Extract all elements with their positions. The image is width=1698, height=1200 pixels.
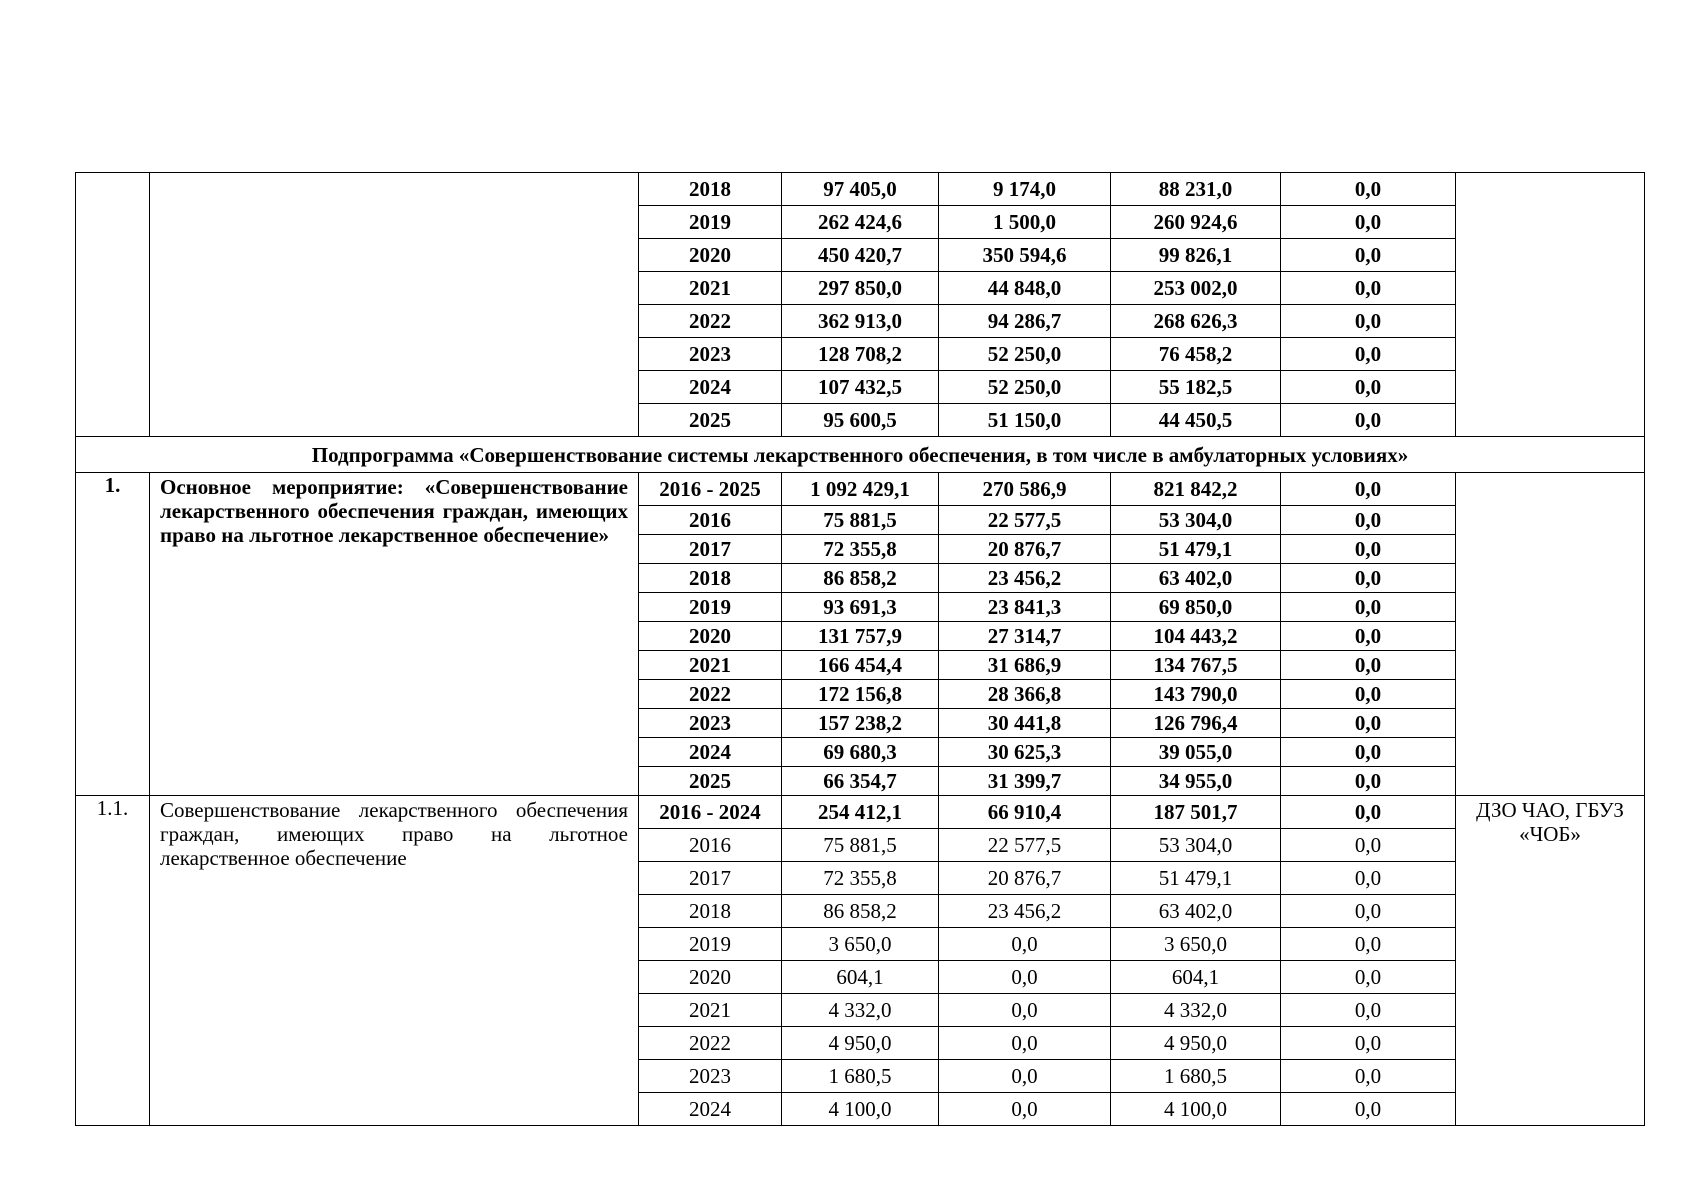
other-sources-cell: 0,0 [1281,651,1456,680]
item-number: 1.1. [76,796,150,1126]
total-cell: 3 650,0 [782,928,939,961]
total-cell: 4 950,0 [782,1027,939,1060]
other-sources-cell: 0,0 [1281,371,1456,404]
total-cell: 604,1 [782,961,939,994]
federal-budget-cell: 28 366,8 [939,680,1111,709]
regional-budget-cell: 53 304,0 [1111,829,1281,862]
year-cell: 2024 [639,1093,782,1126]
number-cell [76,173,150,437]
federal-budget-cell: 270 586,9 [939,473,1111,506]
other-sources-cell: 0,0 [1281,829,1456,862]
other-sources-cell: 0,0 [1281,622,1456,651]
regional-budget-cell: 604,1 [1111,961,1281,994]
regional-budget-cell: 99 826,1 [1111,239,1281,272]
total-cell: 75 881,5 [782,506,939,535]
year-cell: 2016 [639,829,782,862]
federal-budget-cell: 23 456,2 [939,895,1111,928]
federal-budget-cell: 30 441,8 [939,709,1111,738]
total-cell: 362 913,0 [782,305,939,338]
other-sources-cell: 0,0 [1281,272,1456,305]
year-cell: 2018 [639,564,782,593]
regional-budget-cell: 260 924,6 [1111,206,1281,239]
regional-budget-cell: 63 402,0 [1111,564,1281,593]
federal-budget-cell: 20 876,7 [939,862,1111,895]
regional-budget-cell: 253 002,0 [1111,272,1281,305]
federal-budget-cell: 44 848,0 [939,272,1111,305]
year-cell: 2025 [639,767,782,796]
regional-budget-cell: 126 796,4 [1111,709,1281,738]
federal-budget-cell: 20 876,7 [939,535,1111,564]
year-cell: 2017 [639,535,782,564]
regional-budget-cell: 34 955,0 [1111,767,1281,796]
year-cell: 2021 [639,651,782,680]
subprogram-row [76,437,1645,473]
regional-budget-cell: 4 100,0 [1111,1093,1281,1126]
federal-budget-cell: 0,0 [939,994,1111,1027]
year-cell: 2022 [639,680,782,709]
federal-budget-cell: 23 456,2 [939,564,1111,593]
year-cell: 2024 [639,371,782,404]
total-cell: 86 858,2 [782,564,939,593]
other-sources-cell: 0,0 [1281,473,1456,506]
item-number: 1. [76,473,150,796]
regional-budget-cell: 51 479,1 [1111,535,1281,564]
other-sources-cell: 0,0 [1281,305,1456,338]
regional-budget-cell: 1 680,5 [1111,1060,1281,1093]
regional-budget-cell: 268 626,3 [1111,305,1281,338]
total-cell: 95 600,5 [782,404,939,437]
other-sources-cell: 0,0 [1281,796,1456,829]
other-sources-cell: 0,0 [1281,767,1456,796]
regional-budget-cell: 143 790,0 [1111,680,1281,709]
federal-budget-cell: 51 150,0 [939,404,1111,437]
regional-budget-cell: 4 332,0 [1111,994,1281,1027]
year-cell: 2020 [639,239,782,272]
year-cell: 2022 [639,305,782,338]
other-sources-cell: 0,0 [1281,239,1456,272]
federal-budget-cell: 0,0 [939,1093,1111,1126]
total-cell: 107 432,5 [782,371,939,404]
total-cell: 86 858,2 [782,895,939,928]
year-cell: 2021 [639,994,782,1027]
federal-budget-cell: 52 250,0 [939,338,1111,371]
year-cell: 2022 [639,1027,782,1060]
year-cell: 2023 [639,1060,782,1093]
year-cell: 2020 [639,622,782,651]
executor-cell [1456,173,1645,437]
total-cell: 450 420,7 [782,239,939,272]
other-sources-cell: 0,0 [1281,1027,1456,1060]
federal-budget-cell: 350 594,6 [939,239,1111,272]
year-cell: 2025 [639,404,782,437]
federal-budget-cell: 0,0 [939,961,1111,994]
federal-budget-cell: 0,0 [939,1027,1111,1060]
table-row [76,796,1645,829]
total-cell: 297 850,0 [782,272,939,305]
federal-budget-cell: 22 577,5 [939,829,1111,862]
regional-budget-cell: 3 650,0 [1111,928,1281,961]
regional-budget-cell: 821 842,2 [1111,473,1281,506]
table-row [76,173,1645,206]
year-cell: 2016 [639,506,782,535]
federal-budget-cell: 22 577,5 [939,506,1111,535]
year-cell: 2016 - 2025 [639,473,782,506]
federal-budget-cell: 1 500,0 [939,206,1111,239]
year-cell: 2018 [639,173,782,206]
regional-budget-cell: 104 443,2 [1111,622,1281,651]
year-cell: 2019 [639,928,782,961]
federal-budget-cell: 94 286,7 [939,305,1111,338]
regional-budget-cell: 187 501,7 [1111,796,1281,829]
other-sources-cell: 0,0 [1281,928,1456,961]
item-executor [1456,473,1645,796]
year-cell: 2024 [639,738,782,767]
regional-budget-cell: 88 231,0 [1111,173,1281,206]
year-cell: 2018 [639,895,782,928]
funding-table [75,172,1645,1126]
year-cell: 2017 [639,862,782,895]
federal-budget-cell: 27 314,7 [939,622,1111,651]
regional-budget-cell: 134 767,5 [1111,651,1281,680]
year-cell: 2019 [639,593,782,622]
total-cell: 166 454,4 [782,651,939,680]
item-executor: ДЗО ЧАО, ГБУЗ «ЧОБ» [1456,796,1645,1126]
total-cell: 1 680,5 [782,1060,939,1093]
regional-budget-cell: 51 479,1 [1111,862,1281,895]
federal-budget-cell: 9 174,0 [939,173,1111,206]
regional-budget-cell: 69 850,0 [1111,593,1281,622]
other-sources-cell: 0,0 [1281,738,1456,767]
federal-budget-cell: 31 686,9 [939,651,1111,680]
year-cell: 2021 [639,272,782,305]
other-sources-cell: 0,0 [1281,895,1456,928]
total-cell: 72 355,8 [782,862,939,895]
regional-budget-cell: 76 458,2 [1111,338,1281,371]
other-sources-cell: 0,0 [1281,994,1456,1027]
total-cell: 172 156,8 [782,680,939,709]
other-sources-cell: 0,0 [1281,404,1456,437]
total-cell: 128 708,2 [782,338,939,371]
regional-budget-cell: 53 304,0 [1111,506,1281,535]
other-sources-cell: 0,0 [1281,680,1456,709]
regional-budget-cell: 4 950,0 [1111,1027,1281,1060]
total-cell: 254 412,1 [782,796,939,829]
description-cell [150,173,639,437]
table-row [76,473,1645,506]
year-cell: 2016 - 2024 [639,796,782,829]
federal-budget-cell: 30 625,3 [939,738,1111,767]
other-sources-cell: 0,0 [1281,593,1456,622]
other-sources-cell: 0,0 [1281,961,1456,994]
total-cell: 131 757,9 [782,622,939,651]
other-sources-cell: 0,0 [1281,535,1456,564]
federal-budget-cell: 0,0 [939,928,1111,961]
item-description: Основное мероприятие: «Совершенствование лекарственного обеспечения граждан, имеющих право на льготное лекарственное обеспечение» [150,473,639,796]
other-sources-cell: 0,0 [1281,506,1456,535]
total-cell: 4 100,0 [782,1093,939,1126]
other-sources-cell: 0,0 [1281,862,1456,895]
total-cell: 97 405,0 [782,173,939,206]
year-cell: 2023 [639,338,782,371]
funding-table-body [76,173,1645,1126]
total-cell: 69 680,3 [782,738,939,767]
regional-budget-cell: 63 402,0 [1111,895,1281,928]
federal-budget-cell: 66 910,4 [939,796,1111,829]
subprogram-title: Подпрограмма «Совершенствование системы лекарственного обеспечения, в том числе в амбулаторных условиях» [76,437,1645,473]
federal-budget-cell: 31 399,7 [939,767,1111,796]
other-sources-cell: 0,0 [1281,338,1456,371]
total-cell: 66 354,7 [782,767,939,796]
other-sources-cell: 0,0 [1281,1093,1456,1126]
year-cell: 2019 [639,206,782,239]
federal-budget-cell: 0,0 [939,1060,1111,1093]
federal-budget-cell: 23 841,3 [939,593,1111,622]
total-cell: 4 332,0 [782,994,939,1027]
year-cell: 2023 [639,709,782,738]
year-cell: 2020 [639,961,782,994]
other-sources-cell: 0,0 [1281,173,1456,206]
regional-budget-cell: 55 182,5 [1111,371,1281,404]
total-cell: 262 424,6 [782,206,939,239]
other-sources-cell: 0,0 [1281,206,1456,239]
other-sources-cell: 0,0 [1281,709,1456,738]
total-cell: 93 691,3 [782,593,939,622]
regional-budget-cell: 39 055,0 [1111,738,1281,767]
total-cell: 157 238,2 [782,709,939,738]
total-cell: 1 092 429,1 [782,473,939,506]
other-sources-cell: 0,0 [1281,1060,1456,1093]
total-cell: 75 881,5 [782,829,939,862]
item-description: Совершенствование лекарственного обеспечения граждан, имеющих право на льготное лекарственное обеспечение [150,796,639,1126]
regional-budget-cell: 44 450,5 [1111,404,1281,437]
other-sources-cell: 0,0 [1281,564,1456,593]
total-cell: 72 355,8 [782,535,939,564]
federal-budget-cell: 52 250,0 [939,371,1111,404]
